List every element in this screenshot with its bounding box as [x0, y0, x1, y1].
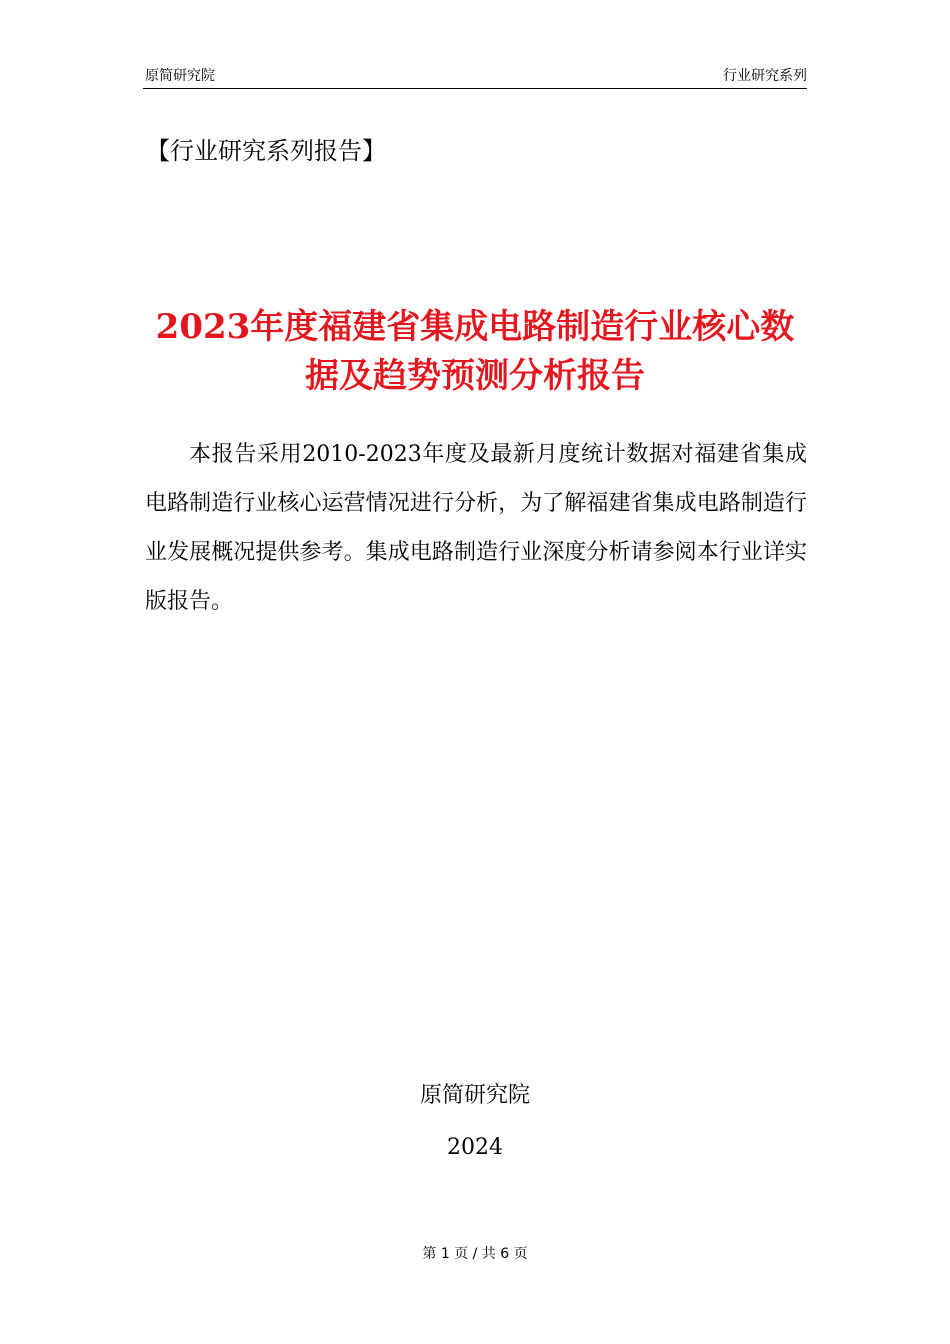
- header-series-name: 行业研究系列: [723, 68, 807, 84]
- abstract-paragraph: 本报告采用2010-2023年度及最新月度统计数据对福建省集成电路制造行业核心运营情况进行分析，为了解福建省集成电路制造行业发展概况提供参考。集成电路制造行业深度分析请参阅本行业详实版报告。: [145, 442, 807, 614]
- publication-year: 2024: [447, 1135, 503, 1160]
- page-number: 第 1 页 / 共 6 页: [422, 1246, 528, 1262]
- series-label: 【行业研究系列报告】: [146, 137, 386, 165]
- header-org-name: 原简研究院: [145, 68, 215, 84]
- header-divider: [143, 88, 807, 89]
- publisher-name: 原简研究院: [419, 1083, 530, 1108]
- report-title: 2023年度福建省集成电路制造行业核心数据及趋势预测分析报告: [155, 307, 795, 396]
